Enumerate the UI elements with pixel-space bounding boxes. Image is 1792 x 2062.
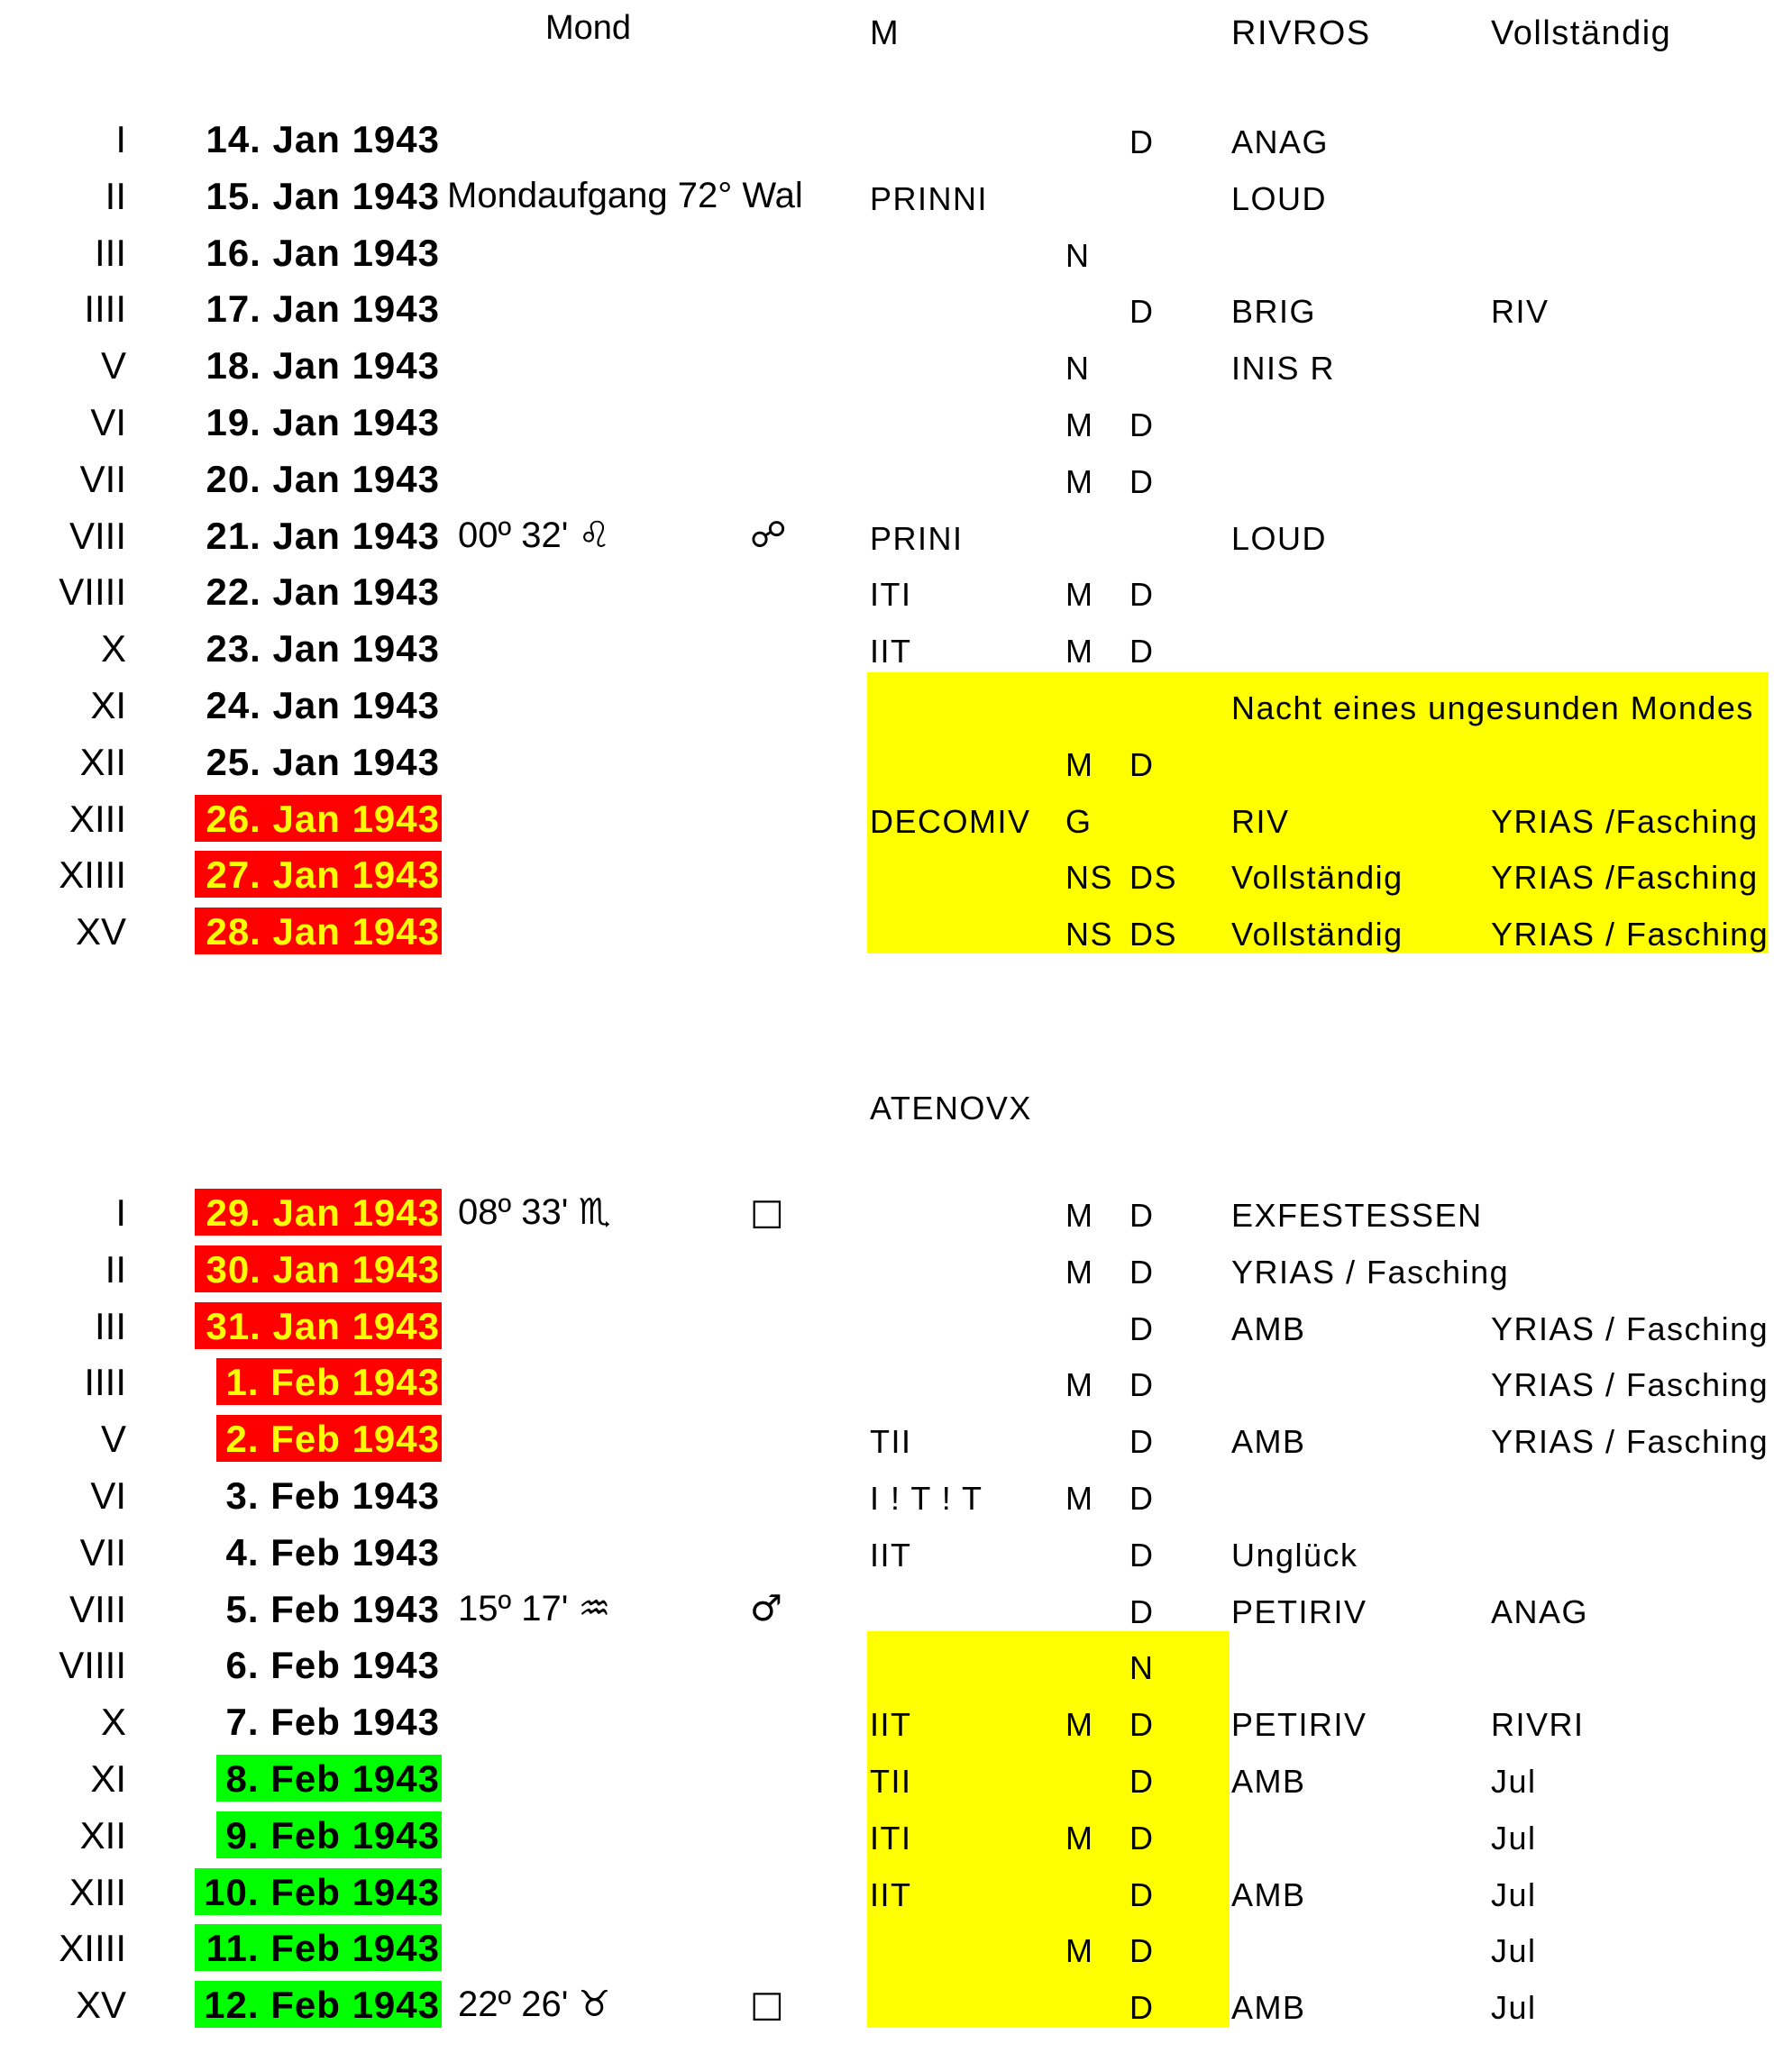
row-col4: PETIRIV	[1231, 1592, 1367, 1630]
row-date: 23. Jan 1943	[206, 627, 440, 671]
row-col3: D	[1129, 1932, 1155, 1970]
row-date: 22. Jan 1943	[206, 570, 440, 614]
row-col3: D	[1129, 123, 1155, 160]
row-roman: V	[100, 1418, 126, 1461]
row-col3: D	[1129, 1366, 1155, 1404]
row-date: 27. Jan 1943	[206, 853, 440, 897]
row-col1: I ! T ! T	[870, 1480, 983, 1517]
row-roman: I	[115, 118, 126, 160]
row-col3: D	[1129, 633, 1155, 671]
row-col4: AMB	[1231, 1423, 1306, 1461]
row-col2: M	[1065, 633, 1094, 671]
row-date: 2. Feb 1943	[225, 1418, 440, 1461]
row-roman: XV	[75, 910, 126, 953]
row-col3: D	[1129, 1253, 1155, 1291]
row-col4: LOUD	[1231, 519, 1328, 557]
row-col3: D	[1129, 745, 1155, 783]
row-date: 14. Jan 1943	[206, 118, 440, 160]
row-date: 4. Feb 1943	[225, 1530, 440, 1574]
row-col5: YRIAS /Fasching	[1491, 802, 1759, 840]
row-col2: M	[1065, 462, 1094, 500]
row-col5: YRIAS /Fasching	[1491, 859, 1759, 897]
row-col2: N	[1065, 350, 1091, 388]
row-date: 3. Feb 1943	[225, 1474, 440, 1517]
row-col2: M	[1065, 1253, 1094, 1291]
row-roman: VI	[90, 401, 126, 443]
row-col4: INIS R	[1231, 350, 1336, 388]
row-col1: PRINNI	[870, 179, 989, 217]
header-rivros: RIVROS	[1231, 14, 1371, 52]
row-date: 11. Feb 1943	[206, 1927, 440, 1970]
row-roman: XI	[90, 684, 126, 726]
row-col3: D	[1129, 1309, 1155, 1347]
row-col3: D	[1129, 1875, 1155, 1913]
row-col3: D	[1129, 293, 1155, 331]
row-roman: XV	[75, 1984, 126, 2027]
row-col5: Jul	[1491, 1763, 1537, 1800]
row-col3: D	[1129, 406, 1155, 443]
row-roman: VII	[79, 457, 126, 500]
row-date: 25. Jan 1943	[206, 740, 440, 783]
row-col2: M	[1065, 406, 1094, 443]
row-date: 31. Jan 1943	[206, 1304, 440, 1347]
row-col4: RIV	[1231, 802, 1290, 840]
row-col2: NS	[1065, 859, 1114, 897]
row-aspect-glyph: □	[750, 1984, 784, 2026]
row-col1: IIT	[870, 1536, 912, 1574]
row-col4: Vollständig	[1231, 859, 1403, 897]
row-col2: G	[1065, 802, 1093, 840]
row-col5: Jul	[1491, 1932, 1537, 1970]
row-col3: D	[1129, 576, 1155, 614]
row-col5: ANAG	[1491, 1592, 1589, 1630]
row-date: 6. Feb 1943	[225, 1644, 440, 1687]
row-col1: ITI	[870, 576, 912, 614]
row-col2: M	[1065, 1197, 1094, 1234]
row-col1: PRINI	[870, 519, 964, 557]
row-date: 12. Feb 1943	[204, 1984, 440, 2027]
row-date: 16. Jan 1943	[206, 231, 440, 274]
row-col3: DS	[1129, 859, 1178, 897]
row-col1: TII	[870, 1423, 912, 1461]
row-col1: IIT	[870, 1706, 912, 1744]
row-moon-position: 15º 17' ♒	[458, 1588, 611, 1629]
row-moon-position: 22º 26' ♉	[458, 1984, 611, 2025]
row-col3: D	[1129, 1480, 1155, 1517]
row-col2: M	[1065, 1706, 1094, 1744]
header-mond: Mond	[545, 9, 632, 47]
row-date: 19. Jan 1943	[206, 401, 440, 443]
row-date: 15. Jan 1943	[206, 174, 440, 217]
header-vollstandig: Vollständig	[1491, 14, 1672, 52]
row-roman: XIII	[69, 1870, 126, 1913]
row-roman: VIII	[69, 1587, 126, 1630]
row-col5: YRIAS / Fasching	[1491, 1309, 1769, 1347]
row-roman: X	[100, 1701, 126, 1744]
row-col4: YRIAS / Fasching	[1231, 1253, 1510, 1291]
row-col4: AMB	[1231, 1989, 1306, 2027]
row-col2: M	[1065, 576, 1094, 614]
row-moon-position: 00º 32' ♌	[458, 515, 611, 555]
row-col3: D	[1129, 1592, 1155, 1630]
row-col2: N	[1065, 236, 1091, 274]
row-roman: IIII	[84, 287, 126, 331]
section2-title: ATENOVX	[870, 1090, 1032, 1127]
row-roman: III	[94, 1304, 126, 1347]
row-col5: YRIAS / Fasching	[1491, 916, 1769, 953]
row-aspect-glyph: □	[750, 1191, 784, 1233]
row-roman: XIIII	[59, 1927, 126, 1970]
row-col5: Jul	[1491, 1989, 1537, 2027]
row-col3: DS	[1129, 916, 1178, 953]
row-col5: YRIAS / Fasching	[1491, 1366, 1769, 1404]
row-date: 21. Jan 1943	[206, 514, 440, 557]
row-roman: VII	[79, 1530, 126, 1574]
row-col1: ITI	[870, 1819, 912, 1857]
row-col2: M	[1065, 1932, 1094, 1970]
row-col3: N	[1129, 1649, 1155, 1687]
row-col4: BRIG	[1231, 293, 1317, 331]
row-col3: D	[1129, 462, 1155, 500]
row-roman: XII	[79, 1813, 126, 1857]
row-col4: ANAG	[1231, 123, 1330, 160]
row-roman: II	[105, 174, 126, 217]
row-col5: YRIAS / Fasching	[1491, 1423, 1769, 1461]
row-col2: M	[1065, 1480, 1094, 1517]
header-m: M	[870, 14, 899, 52]
yellow-block-section2	[867, 1631, 1230, 2028]
row-col2: M	[1065, 745, 1094, 783]
row-col3: D	[1129, 1197, 1155, 1234]
row-col4: AMB	[1231, 1309, 1306, 1347]
row-roman: XI	[90, 1757, 126, 1800]
row-roman: VIIII	[59, 570, 126, 614]
row-col3: D	[1129, 1763, 1155, 1800]
row-date: 30. Jan 1943	[206, 1247, 440, 1291]
row-date: 8. Feb 1943	[225, 1757, 440, 1800]
row-col4: AMB	[1231, 1875, 1306, 1913]
row-moon-position: 08º 33' ♏	[458, 1192, 611, 1232]
row-roman: I	[115, 1191, 126, 1234]
row-roman: III	[94, 231, 126, 274]
row-date: 18. Jan 1943	[206, 344, 440, 388]
row-date: 10. Feb 1943	[204, 1870, 440, 1913]
row-col4: Vollständig	[1231, 916, 1403, 953]
row-date: 26. Jan 1943	[206, 797, 440, 840]
row-date: 17. Jan 1943	[206, 287, 440, 331]
row-date: 28. Jan 1943	[206, 910, 440, 953]
row-col1: IIT	[870, 1875, 912, 1913]
row-roman: II	[105, 1247, 126, 1291]
row-roman: XII	[79, 740, 126, 783]
row-date: 24. Jan 1943	[206, 684, 440, 726]
row-col4: Unglück	[1231, 1536, 1358, 1574]
row-col5: RIV	[1491, 293, 1550, 331]
row-col4: AMB	[1231, 1763, 1306, 1800]
row-col4: LOUD	[1231, 179, 1328, 217]
row-date: 20. Jan 1943	[206, 457, 440, 500]
row-date: 9. Feb 1943	[225, 1813, 440, 1857]
row-date: 5. Feb 1943	[225, 1587, 440, 1630]
row-aspect-glyph: ♂	[750, 1587, 782, 1629]
row-col2: M	[1065, 1819, 1094, 1857]
row-col1: DECOMIV	[870, 802, 1031, 840]
row-roman: VIII	[69, 514, 126, 557]
row-col4: EXFESTESSEN	[1231, 1197, 1483, 1234]
row-roman: XIIII	[59, 853, 126, 897]
row-date: 7. Feb 1943	[225, 1701, 440, 1744]
row-col3: D	[1129, 1989, 1155, 2027]
row-roman: VIIII	[59, 1644, 126, 1687]
row-col3: D	[1129, 1536, 1155, 1574]
row-roman: X	[100, 627, 126, 671]
row-date: 29. Jan 1943	[206, 1191, 440, 1234]
row-col1: IIT	[870, 633, 912, 671]
row-col4: Nacht eines ungesunden Mondes	[1231, 689, 1754, 726]
row-roman: IIII	[84, 1361, 126, 1404]
row-date: 1. Feb 1943	[225, 1361, 440, 1404]
row-col4: PETIRIV	[1231, 1706, 1367, 1744]
row-roman: V	[100, 344, 126, 388]
row-col5: Jul	[1491, 1819, 1537, 1857]
row-roman: XIII	[69, 797, 126, 840]
row-moon-position: Mondaufgang 72° Wal	[447, 175, 803, 215]
row-col3: D	[1129, 1423, 1155, 1461]
row-col1: TII	[870, 1763, 912, 1800]
row-col2: NS	[1065, 916, 1114, 953]
row-col2: M	[1065, 1366, 1094, 1404]
row-col3: D	[1129, 1819, 1155, 1857]
row-col3: D	[1129, 1706, 1155, 1744]
row-col5: RIVRI	[1491, 1706, 1585, 1744]
row-aspect-glyph: ☍	[750, 514, 787, 556]
row-col5: Jul	[1491, 1875, 1537, 1913]
row-roman: VI	[90, 1474, 126, 1517]
